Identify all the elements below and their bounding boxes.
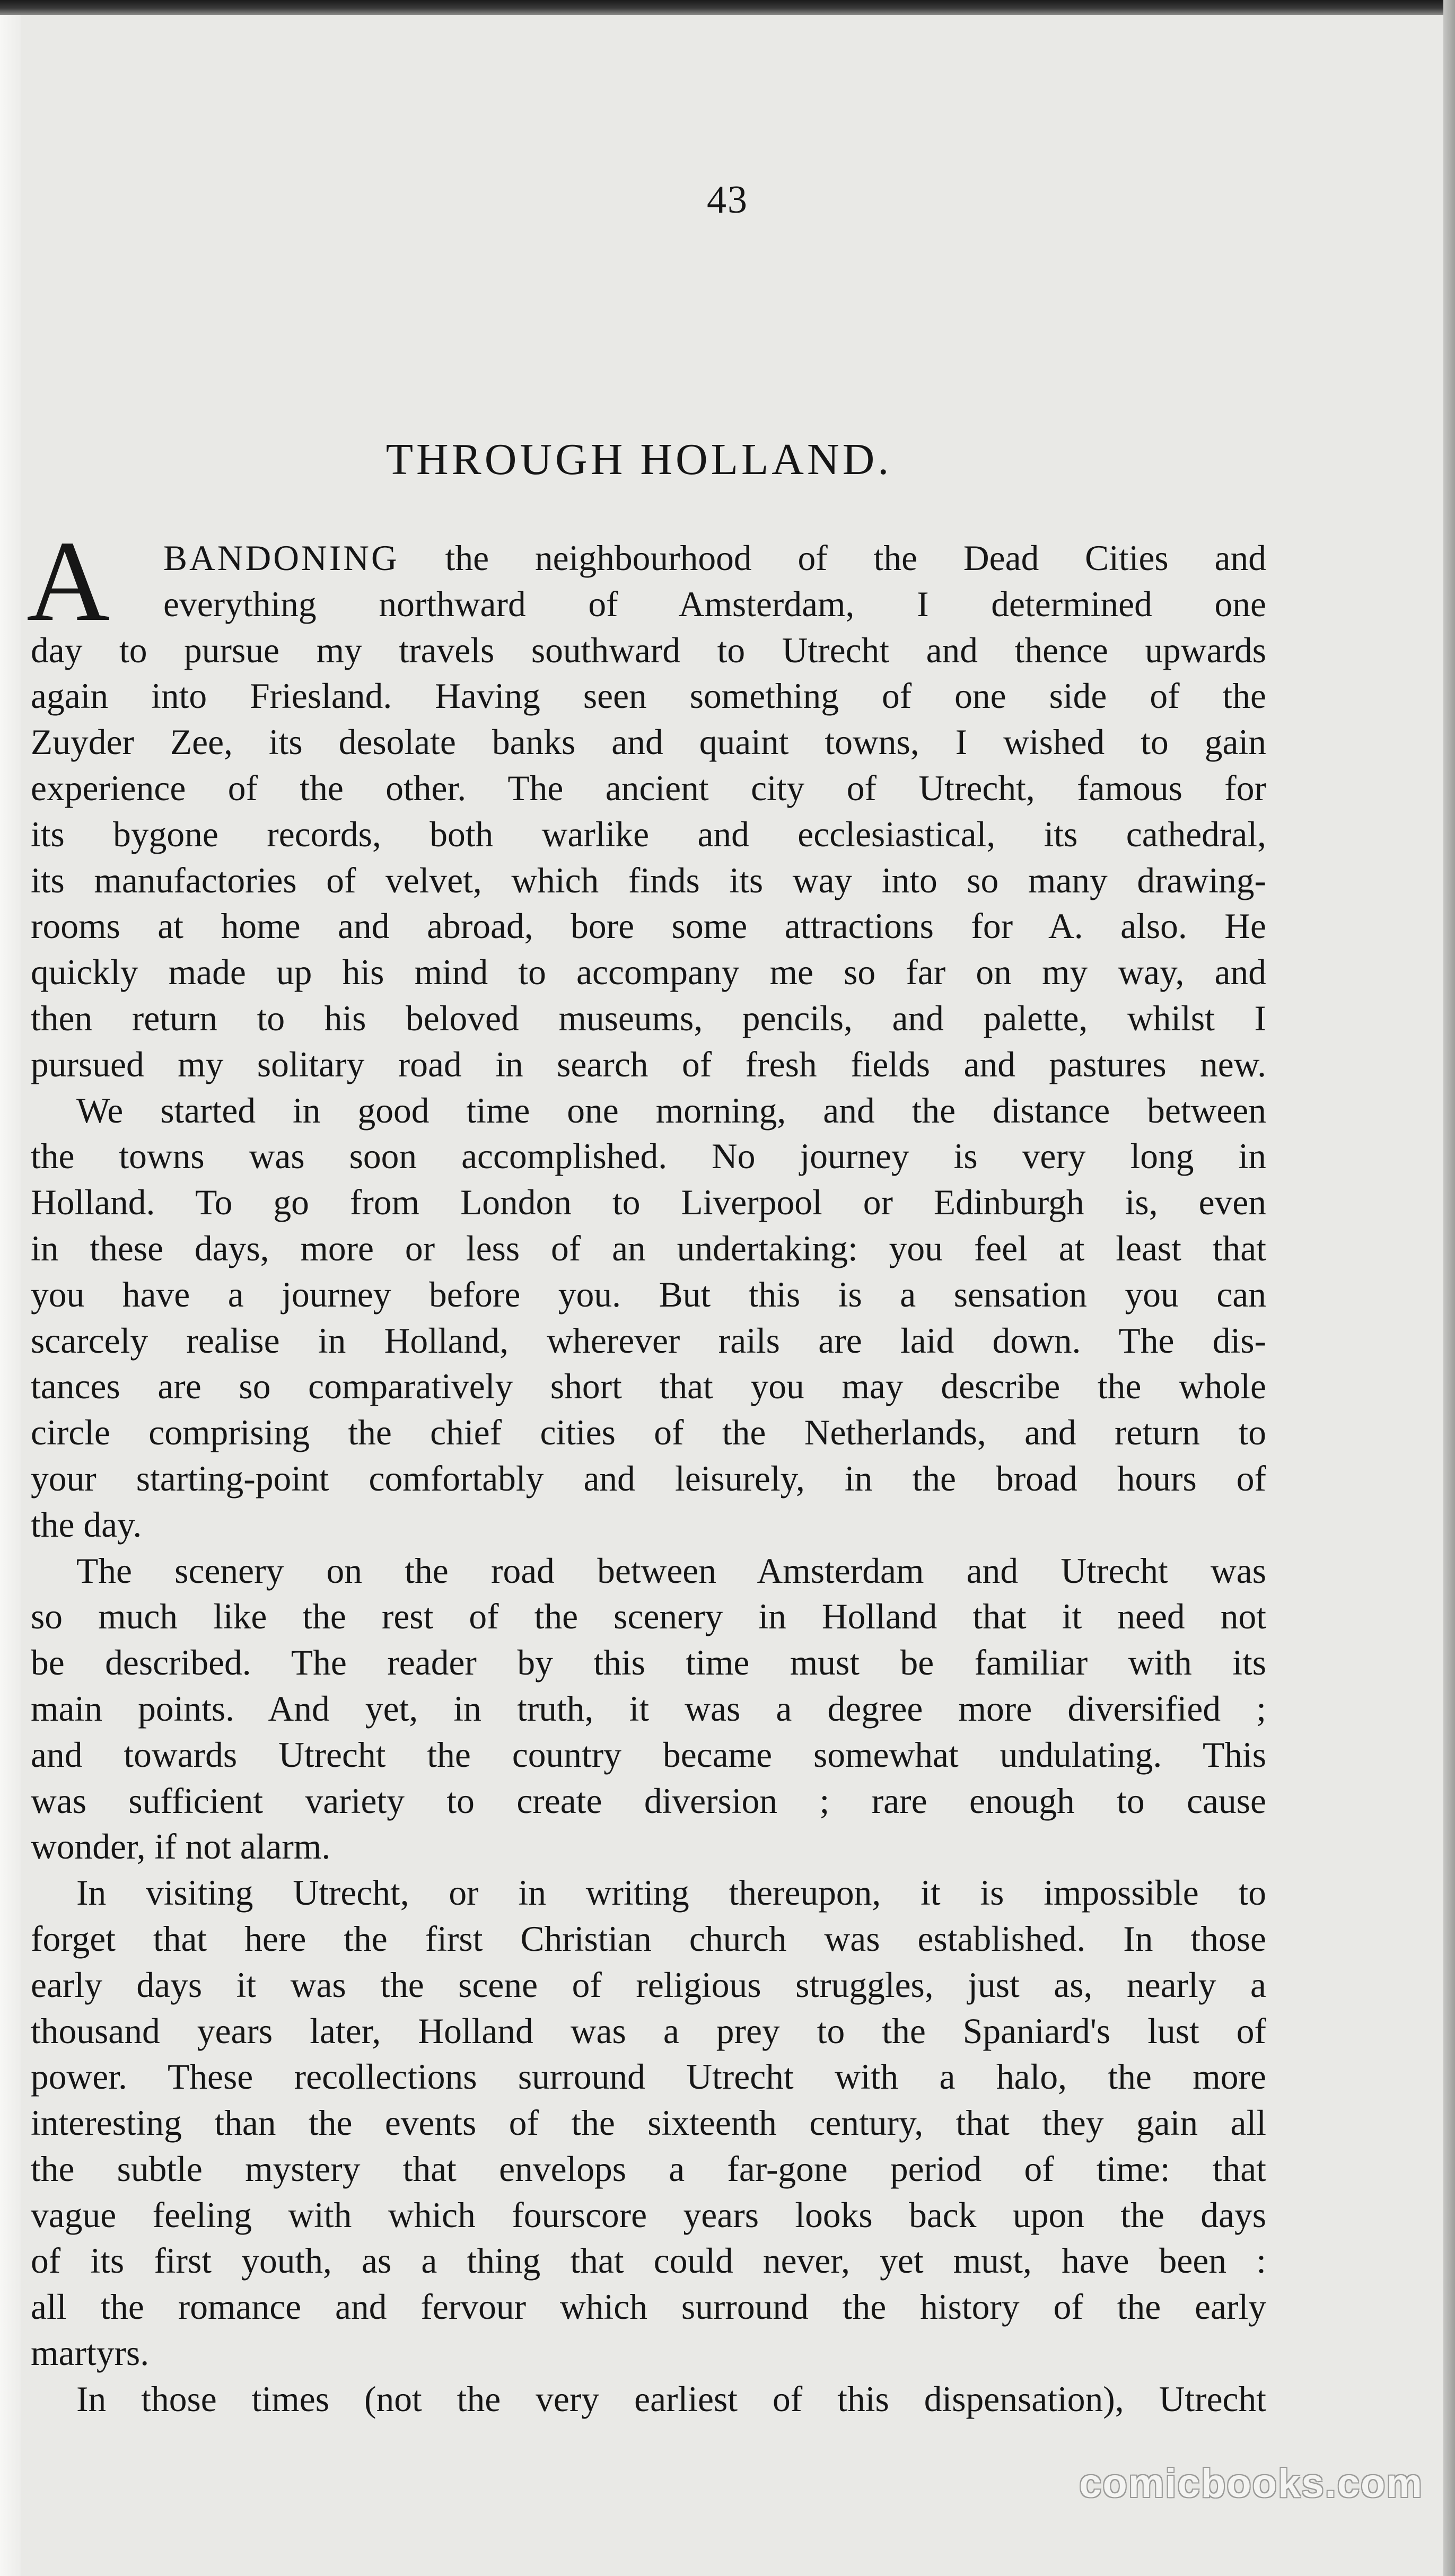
page-number: 43 — [707, 178, 748, 222]
text-line: martyrs. — [31, 2333, 150, 2373]
text-line: power. These recollections surround Utrecht with a halo, the more — [31, 2057, 1266, 2097]
text-line: circle comprising the chief cities of the Netherlands, and return to — [31, 1413, 1266, 1453]
text-line: thousand years later, Holland was a prey to the Spaniard's lust of — [31, 2011, 1266, 2051]
text-line: its bygone records, both warlike and ecclesiastical, its cathedral, — [31, 814, 1266, 854]
text-line: the subtle mystery that envelops a far-gone period of time: that — [31, 2149, 1266, 2189]
text-line: you have a journey before you. But this is a sensation you can — [31, 1274, 1266, 1315]
text-line: experience of the other. The ancient city of Utrecht, famous for — [31, 768, 1266, 808]
text-line: of its first youth, as a thing that could never, yet must, have been : — [31, 2241, 1266, 2281]
text-line: everything northward of Amsterdam, I determined one — [163, 584, 1266, 624]
text-line: early days it was the scene of religious struggles, just as, nearly a — [31, 1965, 1266, 2005]
scan-edge-top — [0, 0, 1455, 15]
text-line: forget that here the first Christian church was established. In those — [31, 1918, 1266, 1959]
text-line: again into Friesland. Having seen something of one side of the — [31, 676, 1266, 716]
text-line: quickly made up his mind to accompany me so far on my way, and — [31, 952, 1266, 993]
text-line: day to pursue my travels southward to Utrecht and thence upwards — [31, 630, 1266, 670]
text-line: Zuyder Zee, its desolate banks and quaint towns, I wished to gain — [31, 722, 1266, 763]
text-line-opening — [31, 536, 1266, 582]
text-line: so much like the rest of the scenery in Holland that it need not — [31, 1597, 1266, 1637]
text-line: main points. And yet, in truth, it was a degree more diversified ; — [31, 1688, 1266, 1729]
text-line: In those times (not the very earliest of this dispensation), Utrecht — [76, 2379, 1266, 2419]
text-line: vague feeling with which fourscore years looks back upon the days — [31, 2195, 1266, 2235]
text-line: scarcely realise in Holland, wherever rails are laid down. The dis- — [31, 1320, 1266, 1361]
text-line: its manufactories of velvet, which finds its way into so many drawing- — [31, 860, 1266, 900]
text-line: Holland. To go from London to Liverpool or Edinburgh is, even — [31, 1182, 1266, 1223]
text-line: The scenery on the road between Amsterdam and Utrecht was — [76, 1550, 1266, 1591]
text-line: pursued my solitary road in search of fresh fields and pastures new. — [31, 1044, 1266, 1084]
opening-word: BANDONING — [163, 538, 399, 578]
text-line: We started in good time one morning, and the distance between — [76, 1090, 1266, 1131]
watermark: comicbooks.com — [1079, 2461, 1423, 2506]
text-line: be described. The reader by this time must be familiar with its — [31, 1643, 1266, 1683]
text-line: rooms at home and abroad, bore some attractions for A. also. He — [31, 906, 1266, 947]
text-line: all the romance and fervour which surround the history of the early — [31, 2287, 1266, 2327]
scan-margin-left — [0, 0, 21, 2576]
opening-line-rest: the neighbourhood of the Dead Cities and — [445, 538, 1267, 578]
text-line: In visiting Utrecht, or in writing thereupon, it is impossible to — [76, 1873, 1266, 1913]
text-line: was sufficient variety to create diversion ; rare enough to cause — [31, 1781, 1266, 1821]
text-line: then return to his beloved museums, pencils, and palette, whilst I — [31, 998, 1266, 1038]
text-line: wonder, if not alarm. — [31, 1827, 331, 1867]
drop-cap: A — [27, 518, 110, 645]
body-text — [31, 536, 1266, 2423]
text-line: and towards Utrecht the country became somewhat undulating. This — [31, 1734, 1266, 1775]
text-line: your starting-point comfortably and leisurely, in the broad hours of — [31, 1458, 1266, 1499]
text-line: interesting than the events of the sixteenth century, that they gain all — [31, 2103, 1266, 2143]
text-line: the day. — [31, 1504, 142, 1545]
text-line: in these days, more or less of an undertaking: you feel at least that — [31, 1228, 1266, 1268]
text-line: the towns was soon accomplished. No journey is very long in — [31, 1136, 1266, 1177]
scan-edge-right — [1443, 0, 1455, 2576]
chapter-title: THROUGH HOLLAND. — [385, 435, 892, 484]
text-line: tances are so comparatively short that you may describe the whole — [31, 1366, 1266, 1407]
